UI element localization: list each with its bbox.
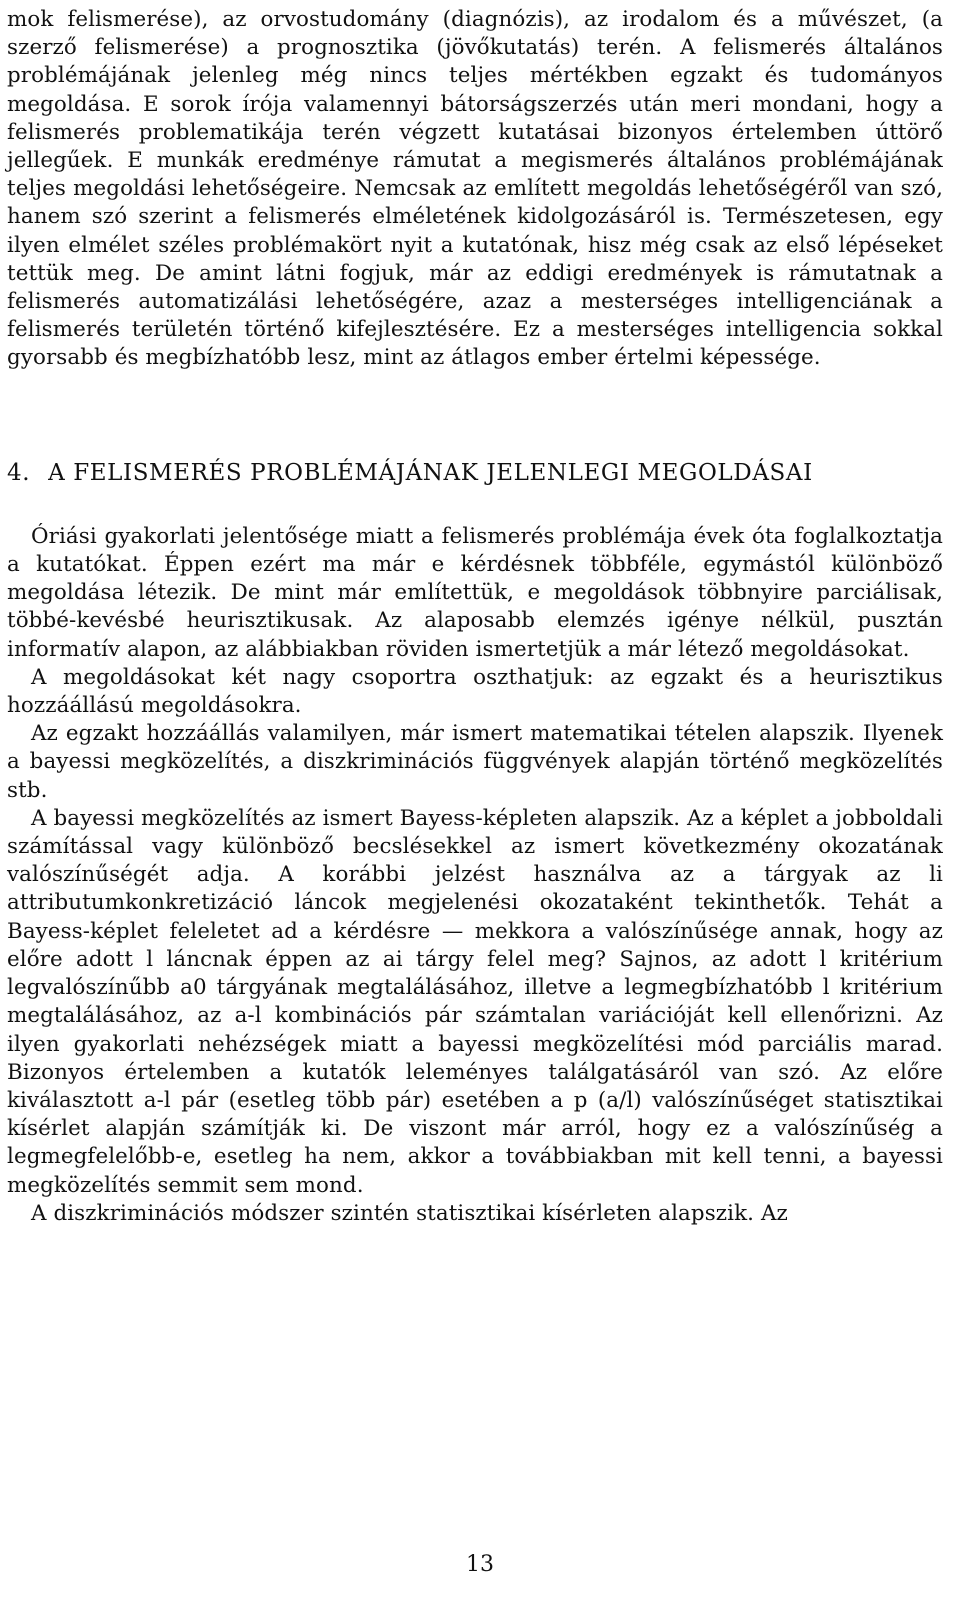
intro-paragraph: mok felismerése), az orvostudomány (diagnózis), az irodalom és a művészet, (a szerző felismerése) a prognosztika (jövőkutatás) terén. A felismerés általános problémájának jelenleg még nincs teljes mértékben egzakt és tudományos megoldása. E sorok írója valamennyi bátorságszerzés után meri mondani, hogy a felismerés problematikája terén végzett kutatásai bizonyos értelemben úttörő jellegűek. E munkák eredménye rámutat a megismerés általános problémájának teljes megoldási lehetőségeire. Nemcsak az említett megoldás lehetőségéről van szó, hanem szó szerint a felismerés elméletének kidolgozásáról is. Természetesen, egy ilyen elmélet széles problémakört nyit a kutatónak, hisz még csak az első lépéseket tettük meg. De amint látni fogjuk, már az eddigi eredmények is rámutatnak a felismerés automatizálási lehetőségére, azaz a mesterséges intelligenciának a felismerés területén történő kifejlesztésére. Ez a mesterséges intelligencia sokkal gyorsabb és megbízhatóbb lesz, mint az átlagos ember értelmi képessége.: [7, 7, 943, 371]
section-heading: [7, 459, 943, 487]
section-number: 4.: [7, 459, 31, 486]
page-number: 13: [466, 1552, 494, 1577]
paragraph: A megoldásokat két nagy csoportra oszthatjuk: az egzakt és a heurisztikus hozzáállású megoldásokra.: [7, 664, 943, 719]
section-title: A FELISMERÉS PROBLÉMÁJÁNAK JELENLEGI MEGOLDÁSAI: [48, 459, 813, 486]
paragraph: A bayessi megközelítés az ismert Bayess-képleten alapszik. Az a képlet a jobboldali számítással vagy különböző becslésekkel az ismert következmény okozatának valószínűségét adja. A korábbi jelzést használva az a tárgyak az li attributumkonkretizáció láncok megjelenési okozataként tekinthetők. Tehát a Bayess-képlet feleletet ad a kérdésre — mekkora a valószínűsége annak, hogy az előre adott l láncnak éppen az ai tárgy felel meg? Sajnos, az adott l kritérium legvalószínűbb a0 tárgyának megtalálásához, illetve a legmegbízhatóbb l kritérium megtalálásához, az a-l kombinációs pár számtalan variációját kell ellenőrizni. Az ilyen gyakorlati nehézségek miatt a bayessi megközelítési mód parciális marad. Bizonyos értelemben a kutatók leleményes találgatásáról van szó. Az előre kiválasztott a-l pár (esetleg több pár) esetében a p (a/l) valószínűséget statisztikai kísérlet alapján számítják ki. De viszont már arról, hogy ez a valószínűség a legmegfelelőbb-e, esetleg ha nem, akkor a továbbiakban mit kell tenni, a bayessi megközelítés semmit sem mond.: [7, 805, 943, 1198]
paragraph: Az egzakt hozzáállás valamilyen, már ismert matematikai tételen alapszik. Ilyenek a bayessi megközelítés, a diszkriminációs függvények alapján történő megközelítés stb.: [7, 721, 943, 803]
page-body: [7, 6, 943, 1228]
paragraph: Óriási gyakorlati jelentősége miatt a felismerés problémája évek óta foglalkoztatja a kutatókat. Éppen ezért ma már e kérdésnek többféle, egymástól különböző megoldása létezik. De mint már említettük, e megoldások többnyire parciálisak, többé-kevésbé heurisztikusak. Az alaposabb elemzés igénye nélkül, pusztán informatív alapon, az alábbiakban röviden ismertetjük a már létező megoldásokat.: [7, 523, 943, 662]
paragraph: A diszkriminációs módszer szintén statisztikai kísérleten alapszik. Az: [31, 1200, 788, 1226]
